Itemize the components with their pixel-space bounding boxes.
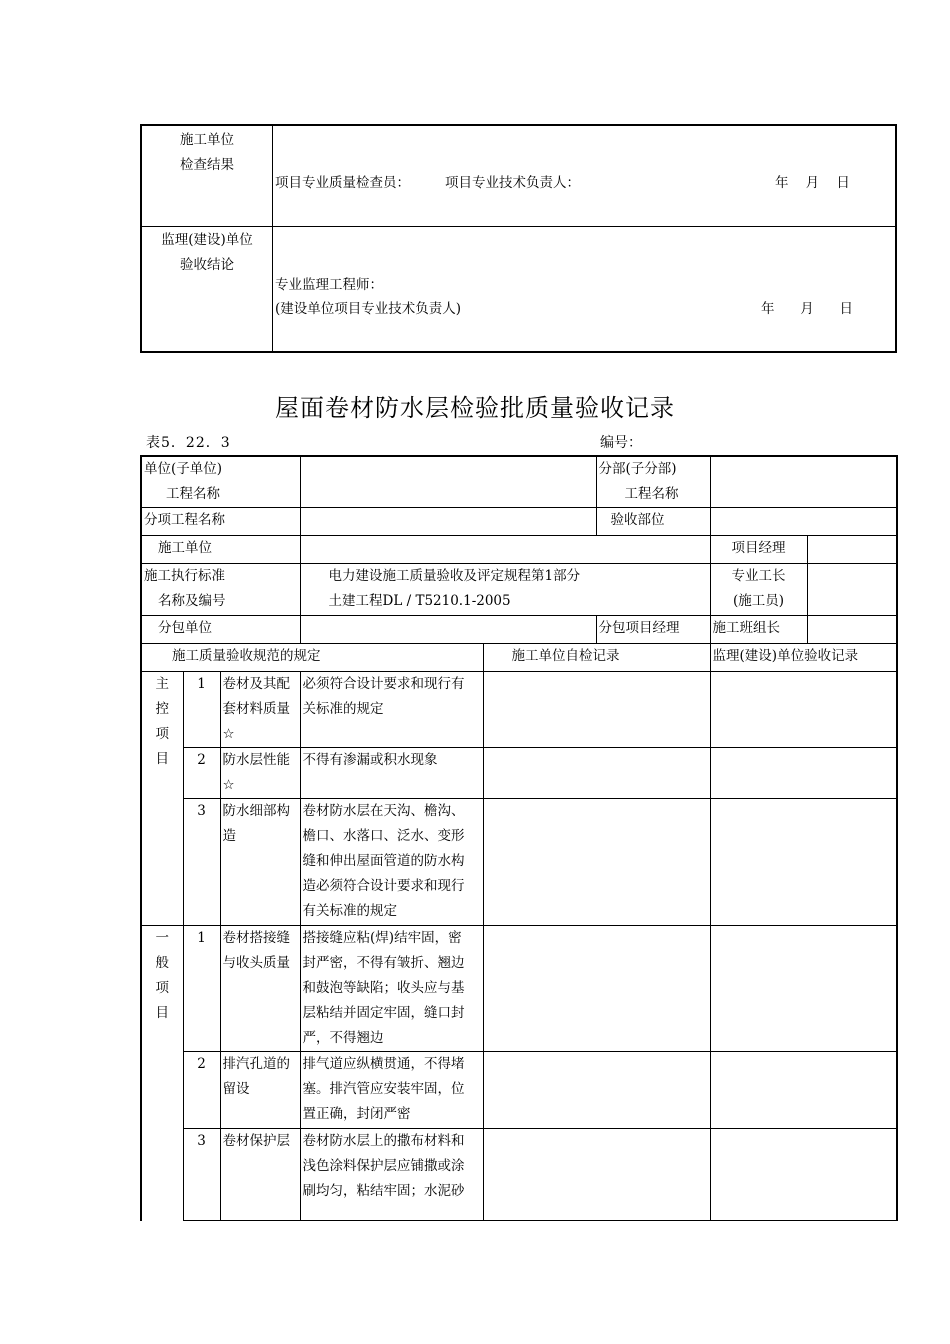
header-row-subcontractor — [141, 616, 897, 644]
foreman-value — [807, 564, 897, 616]
item-name-line: 卷材搭接缝 — [222, 930, 290, 946]
serial-number-label: 编号： — [600, 435, 642, 451]
division-name-value — [710, 456, 897, 508]
unit-name-value — [300, 456, 596, 508]
foreman-label-line1: 专业工长 — [731, 568, 786, 584]
item-name — [220, 672, 300, 748]
self-check-cell — [483, 799, 710, 926]
standard-value-line1: 电力建设施工质量验收及评定规程第1部分 — [328, 568, 581, 584]
item-requirement — [300, 926, 483, 1052]
item-number: 3 — [183, 799, 220, 926]
standard-value — [300, 564, 710, 616]
requirement-line: 和鼓泡等缺陷；收头应与基 — [302, 980, 465, 996]
team-leader-value — [807, 616, 897, 644]
unit-name-label-line2: 工程名称 — [166, 486, 220, 502]
division-name-label — [596, 456, 710, 508]
main-items-group-label — [141, 672, 183, 926]
self-check-cell — [483, 926, 710, 1052]
standard-value-line2: 土建工程DL / T5210.1-2005 — [328, 593, 511, 609]
self-check-cell — [483, 672, 710, 748]
spec-column-header: 施工质量验收规范的规定 — [141, 644, 483, 672]
item-name-line: 套材料质量 — [222, 701, 290, 717]
contractor-label: 施工单位 — [141, 536, 300, 564]
team-leader-label: 施工班组长 — [710, 616, 807, 644]
item-name-line: 卷材保护层 — [222, 1133, 290, 1149]
division-name-label-line2: 工程名称 — [624, 486, 679, 502]
requirement-line: 置正确，封闭严密 — [302, 1106, 411, 1122]
standard-label — [141, 564, 300, 616]
header-row-unit — [141, 456, 897, 508]
requirement-line: 卷材防水层上的撒布材料和 — [302, 1133, 465, 1149]
general-item-row — [141, 1129, 897, 1221]
item-name-line: 防水细部构 — [222, 803, 290, 819]
supervision-conclusion-label — [141, 227, 273, 353]
quality-inspector-label: 项目专业质量检查员： — [275, 175, 410, 191]
unit-name-label-line1: 单位(子单位) — [144, 461, 223, 477]
project-manager-label: 项目经理 — [710, 536, 807, 564]
requirement-line: 关标准的规定 — [302, 701, 384, 717]
main-item-row — [141, 748, 897, 799]
item-name-line: 排汽孔道的 — [222, 1056, 290, 1072]
item-number: 3 — [183, 1129, 220, 1221]
requirement-line: 缝和伸出屋面管道的防水构 — [302, 853, 465, 869]
requirement-line: 浅色涂料保护层应铺撒或涂 — [302, 1158, 465, 1174]
main-item-row — [141, 672, 897, 748]
supervision-conclusion-label-line2: 验收结论 — [180, 257, 234, 273]
header-row-standard — [141, 564, 897, 616]
self-check-cell — [483, 1052, 710, 1129]
foreman-label — [710, 564, 807, 616]
item-name-line: 造 — [222, 828, 236, 844]
item-name — [220, 926, 300, 1052]
self-check-cell — [483, 748, 710, 799]
requirement-line: 檐口、水落口、泛水、变形 — [302, 828, 465, 844]
form-number: 表5．22．3 — [146, 435, 231, 451]
item-requirement — [300, 799, 483, 926]
acceptance-part-value — [710, 508, 897, 536]
column-header-row — [141, 644, 897, 672]
general-item-row — [141, 1052, 897, 1129]
subitem-name-label: 分项工程名称 — [141, 508, 300, 536]
general-item-row — [141, 926, 897, 1052]
general-group-char: 般 — [155, 955, 169, 971]
main-group-char: 控 — [155, 701, 169, 717]
main-group-char: 目 — [155, 751, 169, 767]
requirement-line: 必须符合设计要求和现行有 — [302, 676, 465, 692]
subcontractor-value — [300, 616, 596, 644]
general-group-char: 项 — [155, 980, 169, 996]
item-requirement — [300, 1129, 483, 1221]
supervision-cell — [710, 926, 897, 1052]
item-number: 1 — [183, 672, 220, 748]
contractor-value — [300, 536, 710, 564]
requirement-line: 塞。排汽管应安装牢固，位 — [302, 1081, 465, 1097]
requirement-line: 严，不得翘边 — [302, 1030, 384, 1046]
item-name-line: 防水层性能 — [222, 752, 290, 768]
construction-result-cell — [273, 125, 897, 227]
requirement-line: 造必须符合设计要求和现行 — [302, 878, 465, 894]
self-check-column-header: 施工单位自检记录 — [483, 644, 710, 672]
item-requirement — [300, 748, 483, 799]
tech-manager-label: 项目专业技术负责人： — [445, 175, 580, 191]
item-name-line: 与收头质量 — [222, 955, 290, 971]
main-group-char: 项 — [155, 726, 169, 742]
supervision-cell — [710, 1052, 897, 1129]
item-requirement — [300, 1052, 483, 1129]
item-number: 2 — [183, 1052, 220, 1129]
item-name — [220, 1129, 300, 1221]
construction-result-label-line1: 施工单位 — [180, 132, 234, 148]
item-name-line: 卷材及其配 — [222, 676, 290, 692]
construction-date: 年 月 日 — [775, 175, 850, 191]
item-name — [220, 748, 300, 799]
star-mark: ☆ — [222, 726, 235, 742]
foreman-label-line2: (施工员) — [733, 593, 785, 609]
requirement-line: 卷材防水层在天沟、檐沟、 — [302, 803, 465, 819]
unit-name-label — [141, 456, 300, 508]
requirement-line: 搭接缝应粘(焊)结牢固，密 — [302, 930, 462, 946]
acceptance-part-label: 验收部位 — [596, 508, 710, 536]
requirement-line: 封严密，不得有皱折、翘边 — [302, 955, 465, 971]
supervision-conclusion-cell — [273, 227, 897, 353]
supervision-date: 年 月 日 — [761, 301, 853, 317]
supervision-column-header: 监理(建设)单位验收记录 — [710, 644, 897, 672]
item-name-line: 留设 — [222, 1081, 250, 1097]
self-check-cell — [483, 1129, 710, 1221]
requirement-line: 有关标准的规定 — [302, 903, 398, 919]
main-group-char: 主 — [155, 676, 169, 692]
general-items-group-label — [141, 926, 183, 1221]
requirement-line: 排气道应纵横贯通，不得堵 — [302, 1056, 465, 1072]
standard-label-line1: 施工执行标准 — [144, 568, 225, 584]
signoff-table — [140, 124, 897, 353]
project-manager-value — [807, 536, 897, 564]
construction-result-label-line2: 检查结果 — [180, 157, 234, 173]
requirement-line: 不得有渗漏或积水现象 — [302, 752, 438, 768]
supervision-cell — [710, 1129, 897, 1221]
item-number: 2 — [183, 748, 220, 799]
item-name — [220, 1052, 300, 1129]
item-requirement — [300, 672, 483, 748]
main-item-row — [141, 799, 897, 926]
requirement-line: 刷均匀，粘结牢固；水泥砂 — [302, 1183, 465, 1199]
item-number: 1 — [183, 926, 220, 1052]
inspection-table — [140, 455, 898, 1221]
owner-tech-label: (建设单位项目专业技术负责人) — [275, 301, 462, 317]
general-group-char: 目 — [155, 1005, 169, 1021]
supervision-conclusion-label-line1: 监理(建设)单位 — [161, 232, 253, 248]
construction-result-label — [141, 125, 273, 227]
subitem-name-value — [300, 508, 596, 536]
star-mark: ☆ — [222, 777, 235, 793]
supervision-cell — [710, 748, 897, 799]
requirement-line: 层粘结并固定牢固，缝口封 — [302, 1005, 465, 1021]
header-row-contractor — [141, 536, 897, 564]
document-title: 屋面卷材防水层检验批质量验收记录 — [275, 394, 675, 422]
supervision-engineer-label: 专业监理工程师： — [275, 277, 383, 293]
supervision-cell — [710, 799, 897, 926]
supervision-cell — [710, 672, 897, 748]
general-group-char: 一 — [155, 930, 169, 946]
subcontractor-label: 分包单位 — [141, 616, 300, 644]
item-name — [220, 799, 300, 926]
division-name-label-line1: 分部(子分部) — [598, 461, 677, 477]
header-row-subitem — [141, 508, 897, 536]
standard-label-line2: 名称及编号 — [158, 593, 226, 609]
sub-pm-label: 分包项目经理 — [596, 616, 710, 644]
